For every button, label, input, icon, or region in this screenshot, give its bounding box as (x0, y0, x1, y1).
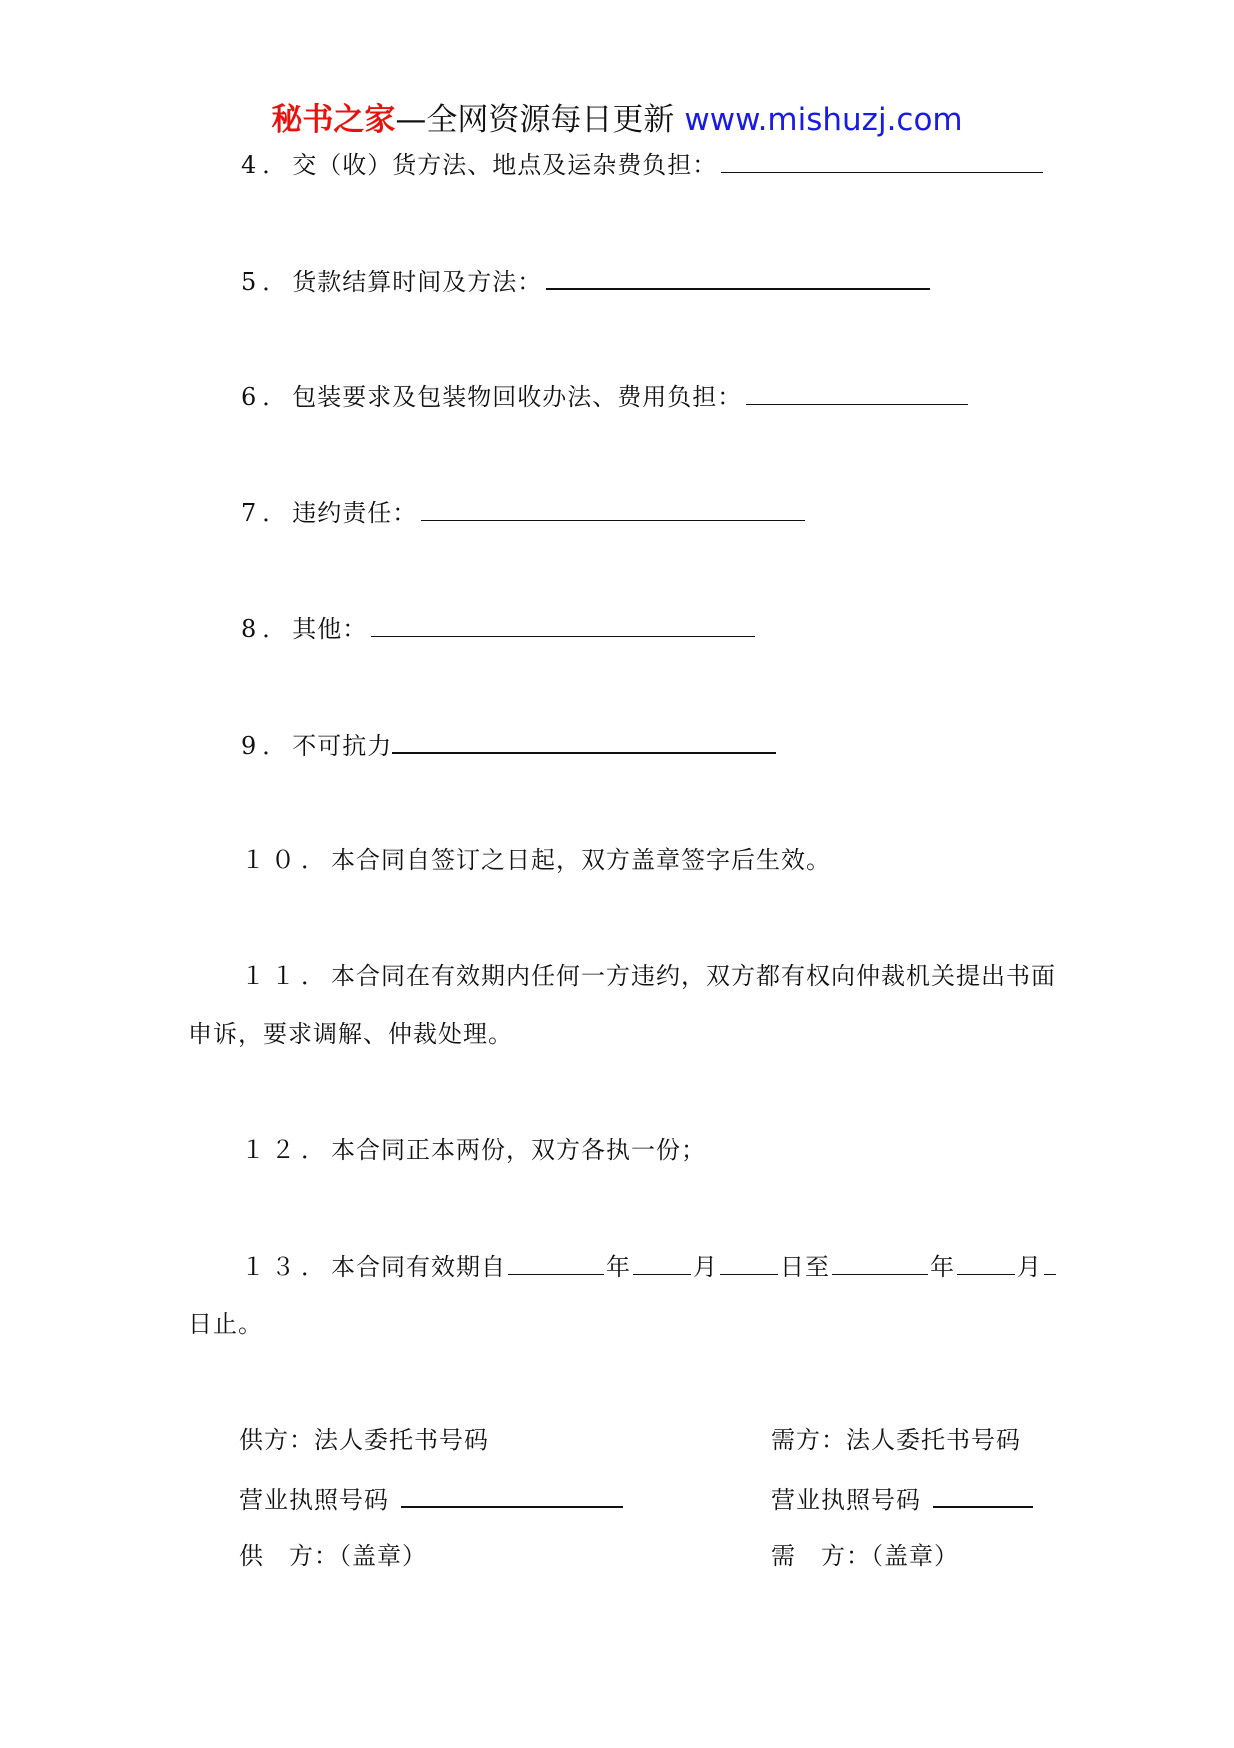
clause-number: １３． (241, 1253, 331, 1281)
end-month-blank[interactable] (957, 1250, 1015, 1275)
buyer-seal-label: 需 方：（盖章） (771, 1542, 959, 1570)
buyer-license-blank[interactable] (933, 1482, 1033, 1508)
clause-number: 7． (241, 499, 293, 527)
buyer-license (771, 1482, 1033, 1516)
buyer-license-label: 营业执照号码 (771, 1486, 921, 1514)
clause-number: 8． (241, 615, 293, 643)
clause-11-continuation (188, 1018, 513, 1050)
start-year-blank[interactable] (508, 1250, 604, 1275)
clause-13 (241, 1250, 1058, 1283)
end-year-blank[interactable] (832, 1250, 928, 1275)
month-label: 月 (693, 1253, 718, 1281)
clause-text: 本合同自签订之日起，双方盖章签字后生效。 (331, 846, 831, 874)
clause-number: １２． (241, 1136, 331, 1164)
clause-9 (241, 728, 776, 762)
clause-text: 交（收）货方法、地点及运杂费负担： (292, 151, 718, 179)
start-day-blank[interactable] (720, 1250, 778, 1275)
clause-text: 包装要求及包装物回收办法、费用负担： (292, 383, 743, 411)
clause-text: 本合同有效期自 (331, 1253, 506, 1281)
clause-text: 货款结算时间及方法： (292, 268, 543, 296)
clause-number: 5． (241, 268, 293, 296)
buyer-proxy (771, 1424, 1021, 1456)
clause-6 (241, 380, 968, 413)
clause-text: 其他： (292, 615, 368, 643)
buyer-seal (771, 1540, 959, 1572)
supplier-license-blank[interactable] (401, 1482, 623, 1508)
year-label: 年 (930, 1253, 955, 1281)
clause-13-continuation (188, 1308, 263, 1340)
supplier-license-label: 营业执照号码 (239, 1486, 389, 1514)
buyer-proxy-label: 需方：法人委托书号码 (771, 1426, 1021, 1454)
fill-in-blank[interactable] (421, 496, 805, 521)
clause-number: 6． (241, 383, 293, 411)
clause-number: 4． (241, 151, 293, 179)
clause-5 (241, 264, 930, 298)
clause-text-continued: 日止。 (188, 1310, 263, 1338)
clause-number: １０． (241, 846, 331, 874)
clause-text: 本合同正本两份，双方各执一份； (331, 1136, 706, 1164)
clause-11 (241, 960, 1056, 992)
fill-in-blank[interactable] (746, 380, 968, 405)
fill-in-blank[interactable] (721, 148, 1043, 173)
fill-in-blank[interactable] (371, 612, 755, 637)
year-label: 年 (606, 1253, 631, 1281)
end-day-blank[interactable] (1044, 1250, 1056, 1275)
banner-tagline: —全网资源每日更新 (395, 102, 675, 138)
start-month-blank[interactable] (633, 1250, 691, 1275)
clause-10 (241, 844, 831, 876)
fill-in-blank[interactable] (546, 264, 930, 290)
clause-8 (241, 612, 755, 645)
clause-7 (241, 496, 805, 529)
supplier-license (239, 1482, 623, 1516)
clause-text-continued: 申诉，要求调解、仲裁处理。 (188, 1020, 513, 1048)
clause-number: １１． (241, 962, 331, 990)
clause-4 (241, 148, 1043, 181)
banner-url-link[interactable]: www.mishuzj.com (684, 102, 963, 138)
clause-text: 违约责任： (292, 499, 418, 527)
day-to-label: 日至 (780, 1253, 830, 1281)
supplier-proxy-label: 供方：法人委托书号码 (239, 1426, 489, 1454)
fill-in-blank[interactable] (392, 728, 776, 754)
clause-text: 本合同在有效期内任何一方违约，双方都有权向仲裁机关提出书面 (331, 962, 1056, 990)
clause-text: 不可抗力 (292, 732, 393, 760)
banner-brand: 秘书之家 (271, 102, 396, 138)
month-label: 月 (1017, 1253, 1042, 1281)
site-banner (0, 100, 1234, 140)
supplier-proxy (239, 1424, 489, 1456)
supplier-seal-label: 供 方：（盖章） (239, 1542, 427, 1570)
clause-number: 9． (241, 732, 293, 760)
supplier-seal (239, 1540, 427, 1572)
clause-12 (241, 1134, 706, 1166)
